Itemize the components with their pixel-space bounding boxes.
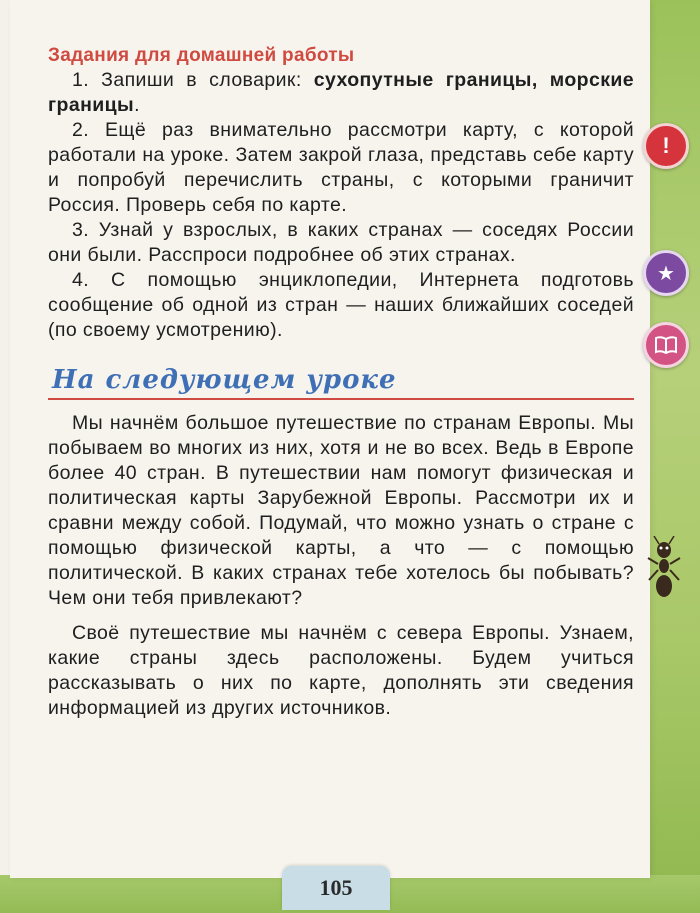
next-lesson-title: На следующем уроке bbox=[52, 365, 397, 395]
task-1-prefix: 1. Запиши в словарик: bbox=[72, 69, 314, 91]
next-lesson-text bbox=[48, 411, 634, 721]
textbook-page bbox=[10, 0, 650, 878]
task-1-terms: сухопутные границы, морские границы bbox=[48, 69, 634, 116]
next-lesson-paragraph-1: Мы начнём большое путешествие по странам Европы. Мы побываем во многих из них, хотя и не во всех. Ведь в Европе более 40 стран. В путешествии нам помогут физическая и политическая карты Зарубежной Европы. Рассмотри их и сравни между собой. Подумай, что можно узнать о стране с помощью физической карты, а что — с помощью политической. В каких странах тебе хотелось бы побывать? Чем они тебя привлекают? bbox=[48, 412, 634, 609]
star-icon: ★ bbox=[643, 250, 689, 296]
homework-task-4: 4. С помощью энциклопедии, Интернета подготовь сообщение об одной из стран — наших ближайших соседей (по своему усмотрению). bbox=[48, 269, 634, 341]
next-lesson-header bbox=[48, 361, 634, 403]
homework-task-1 bbox=[48, 68, 634, 118]
page-content bbox=[48, 44, 634, 731]
homework-title: Задания для домашней работы bbox=[48, 45, 355, 66]
exclamation-icon: ! bbox=[643, 123, 689, 169]
task-1-suffix: . bbox=[134, 94, 140, 116]
next-lesson-paragraph-2: Своё путешествие мы начнём с севера Европы. Узнаем, какие страны здесь расположены. Будем учиться рассказывать о них по карте, дополнять эти сведения информацией из других источников. bbox=[48, 622, 634, 719]
homework-task-2: 2. Ещё раз внимательно рассмотри карту, с которой работали на уроке. Затем закрой глаза, представь себе карту и попробуй перечислить страны, с которыми граничит Россия. Проверь себя по карте. bbox=[48, 119, 634, 216]
homework-task-3: 3. Узнай у взрослых, в каких странах — соседях России они были. Расспроси подробнее об этих странах. bbox=[48, 219, 634, 266]
title-underline bbox=[48, 398, 634, 400]
book-icon bbox=[643, 322, 689, 368]
ant-icon bbox=[646, 536, 682, 606]
page-number: 105 bbox=[282, 866, 390, 910]
